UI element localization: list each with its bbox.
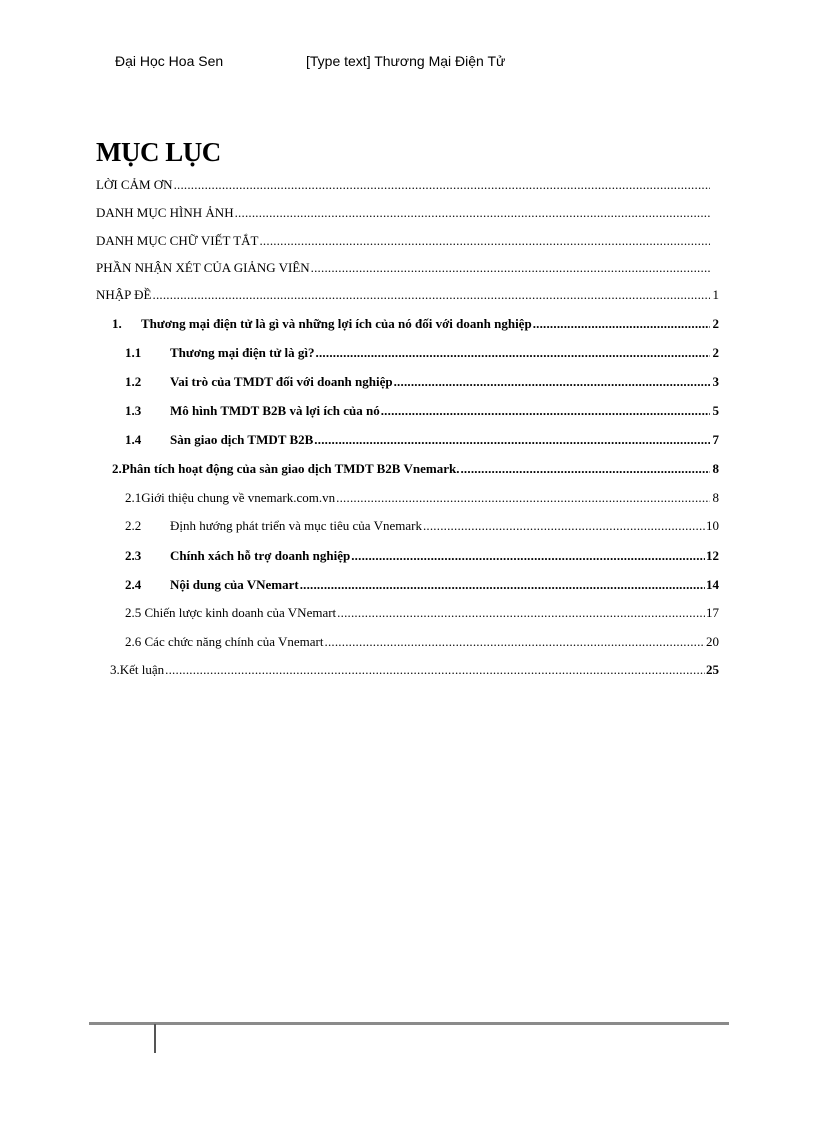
toc-entry-page: 7 bbox=[712, 432, 719, 447]
toc-entry-section-1-2[interactable] bbox=[125, 374, 719, 390]
toc-dot-leader bbox=[351, 548, 705, 564]
toc-entry-page: 8 bbox=[712, 490, 719, 505]
toc-entry-danh-muc-hinh-anh[interactable] bbox=[96, 205, 719, 221]
toc-entry-label: Định hướng phát triển và mục tiêu của Vnemark bbox=[170, 518, 422, 533]
toc-entry-section-2-5[interactable] bbox=[125, 605, 719, 621]
header-document-title: [Type text] Thương Mại Điện Tử bbox=[306, 53, 506, 69]
toc-entry-number: 1.2 bbox=[125, 374, 142, 389]
toc-entry-page: 2 bbox=[712, 345, 719, 360]
toc-entry-section-2-6[interactable] bbox=[125, 634, 719, 650]
toc-entry-number: 2.2 bbox=[125, 518, 142, 533]
toc-entry-page: 14 bbox=[706, 577, 719, 592]
toc-entry-label: 2.5 Chiến lược kinh doanh của VNemart bbox=[125, 605, 337, 620]
toc-dot-leader bbox=[336, 490, 710, 506]
toc-entry-number: 2.3 bbox=[125, 548, 142, 563]
toc-entry-page: 5 bbox=[712, 403, 719, 418]
toc-entry-page: 25 bbox=[706, 662, 719, 677]
toc-entry-label: PHẦN NHẬN XÉT CỦA GIẢNG VIÊN bbox=[96, 260, 310, 275]
toc-dot-leader bbox=[314, 432, 710, 448]
toc-entry-label: LỜI CẢM ƠN bbox=[96, 177, 173, 192]
toc-dot-leader bbox=[381, 403, 710, 419]
toc-dot-leader bbox=[423, 518, 705, 534]
toc-entry-loi-cam-on[interactable] bbox=[96, 177, 719, 193]
toc-entry-page: 1 bbox=[712, 287, 719, 302]
toc-entry-phan-nhan-xet[interactable] bbox=[96, 260, 719, 276]
toc-entry-page: 3 bbox=[712, 374, 719, 389]
toc-entry-label: NHẬP ĐỀ bbox=[96, 287, 152, 302]
toc-entry-label: Sàn giao dịch TMDT B2B bbox=[170, 432, 314, 447]
footer-rule bbox=[89, 1022, 729, 1025]
toc-entry-number: 1.4 bbox=[125, 432, 142, 447]
toc-dot-leader bbox=[153, 287, 711, 303]
toc-entry-number: 1.3 bbox=[125, 403, 142, 418]
toc-dot-leader bbox=[316, 345, 710, 361]
toc-entry-label: DANH MỤC CHỮ VIẾT TẮT bbox=[96, 233, 259, 248]
toc-entry-label: 3.Kết luận bbox=[110, 662, 165, 677]
toc-dot-leader bbox=[311, 260, 710, 276]
toc-entry-page: 12 bbox=[706, 548, 719, 563]
toc-entry-label: Thương mại điện tử là gì? bbox=[170, 345, 315, 360]
toc-entry-page: 8 bbox=[712, 461, 719, 476]
toc-entry-section-1-4[interactable] bbox=[125, 432, 719, 448]
toc-entry-section-1-3[interactable] bbox=[125, 403, 719, 419]
toc-dot-leader bbox=[165, 662, 705, 678]
toc-entry-page: 20 bbox=[706, 634, 719, 649]
toc-dot-leader bbox=[259, 233, 710, 249]
toc-entry-nhap-de[interactable] bbox=[96, 287, 719, 303]
toc-entry-section-2-4[interactable] bbox=[125, 577, 719, 593]
toc-dot-leader bbox=[460, 461, 710, 477]
toc-title: MỤC LỤC bbox=[96, 137, 221, 167]
toc-dot-leader bbox=[394, 374, 710, 390]
toc-entry-number: 2.4 bbox=[125, 577, 142, 592]
toc-entry-section-2[interactable] bbox=[112, 461, 719, 477]
toc-entry-section-1[interactable] bbox=[112, 316, 719, 332]
toc-entry-page: 2 bbox=[712, 316, 719, 331]
toc-entry-section-2-3[interactable] bbox=[125, 548, 719, 564]
footer-page-marker bbox=[154, 1024, 156, 1053]
toc-entry-label: 2.6 Các chức năng chính của Vnemart bbox=[125, 634, 324, 649]
toc-entry-section-3[interactable] bbox=[110, 662, 719, 678]
toc-entry-label: Chính xách hỗ trợ doanh nghiệp bbox=[170, 548, 351, 563]
toc-entry-page: 10 bbox=[706, 518, 719, 533]
toc-entry-label: DANH MỤC HÌNH ẢNH bbox=[96, 205, 234, 220]
toc-entry-label: Thương mại điện tử là gì và những lợi ích của nó đối với doanh nghiệp bbox=[141, 316, 532, 331]
toc-entry-label: Mô hình TMDT B2B và lợi ích của nó bbox=[170, 403, 380, 418]
toc-entry-danh-muc-chu-viet-tat[interactable] bbox=[96, 233, 719, 249]
toc-entry-number: 1.1 bbox=[125, 345, 142, 360]
toc-dot-leader bbox=[325, 634, 706, 650]
toc-entry-number: 1. bbox=[112, 316, 122, 331]
toc-entry-label: Nội dung của VNemart bbox=[170, 577, 299, 592]
toc-entry-label: Vai trò của TMDT đối với doanh nghiệp bbox=[170, 374, 393, 389]
toc-entry-page: 17 bbox=[706, 605, 719, 620]
toc-dot-leader bbox=[300, 577, 705, 593]
toc-dot-leader bbox=[533, 316, 710, 332]
toc-entry-section-2-1[interactable] bbox=[125, 490, 719, 506]
toc-dot-leader bbox=[235, 205, 710, 221]
toc-entry-label: 2.1Giới thiệu chung về vnemark.com.vn bbox=[125, 490, 336, 505]
toc-dot-leader bbox=[174, 177, 710, 193]
toc-entry-label: 2.Phân tích hoạt động của sàn giao dịch TMDT B2B Vnemark. bbox=[112, 461, 460, 476]
toc-entry-section-1-1[interactable] bbox=[125, 345, 719, 361]
toc-entry-section-2-2[interactable] bbox=[125, 518, 719, 534]
header-school-name: Đại Học Hoa Sen bbox=[115, 53, 224, 69]
toc-dot-leader bbox=[337, 605, 705, 621]
